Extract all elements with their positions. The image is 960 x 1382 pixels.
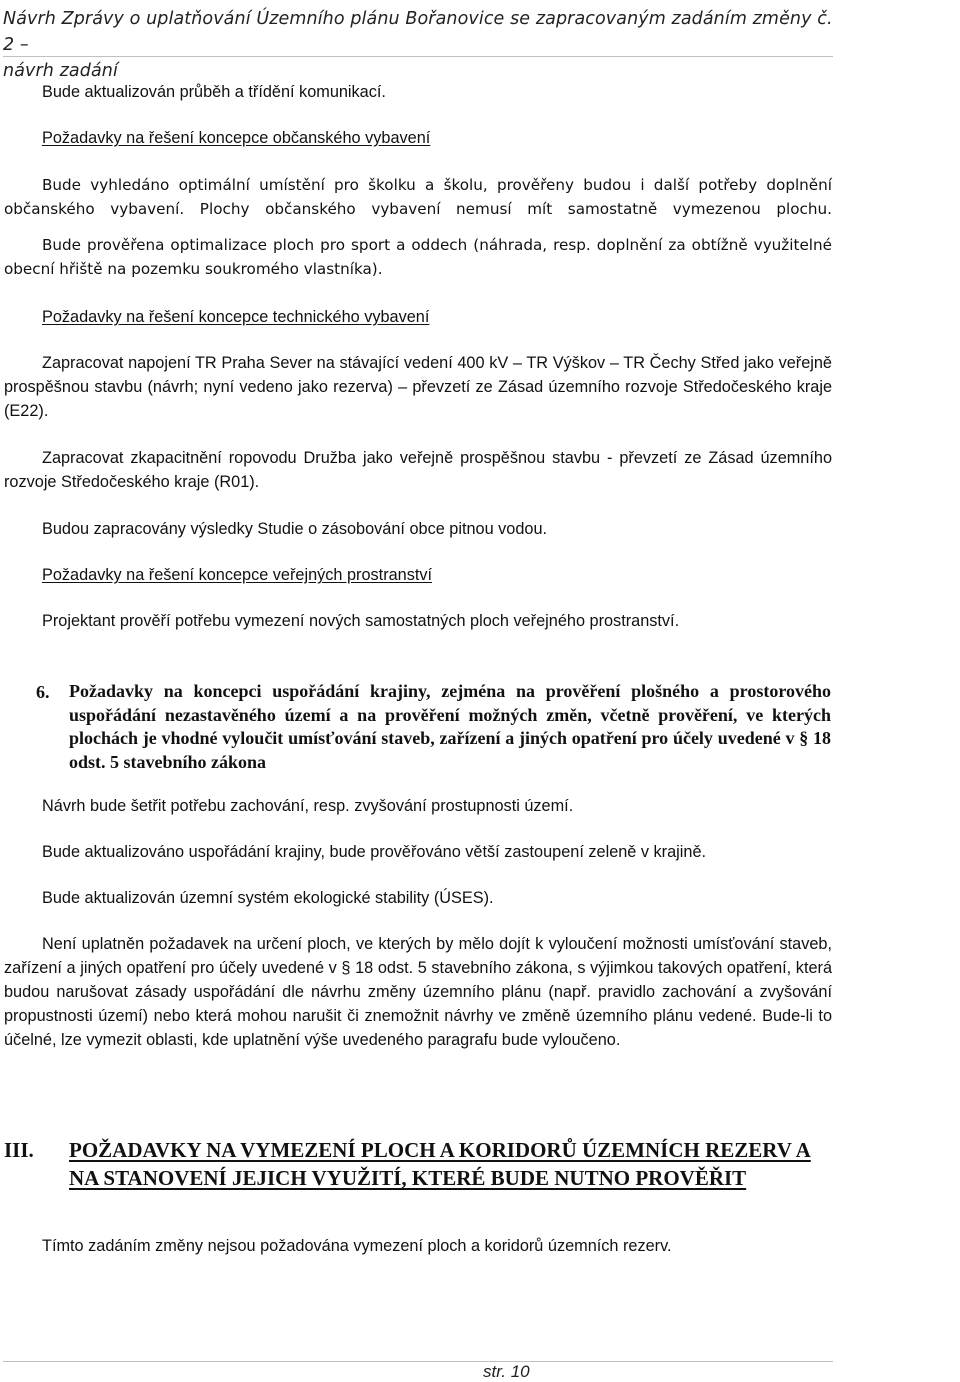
paragraph-skolka: Bude vyhledáno optimální umístění pro školku a školu, prověřeny budou i další potřeby doplnění občanského vybavení. Plochy občanského vybavení nemusí mít samostatně vymezenou plochu.	[4, 176, 832, 218]
paragraph-usporadani-krajiny: Bude aktualizováno uspořádání krajiny, bude prověřováno větší zastoupení zeleně v krajině.	[42, 843, 707, 861]
paragraph-uses: Bude aktualizován územní systém ekologické stability (ÚSES).	[42, 889, 494, 907]
paragraph-uzemni-rezervy: Tímto zadáním změny nejsou požadována vymezení ploch a koridorů územních rezerv.	[42, 1237, 672, 1255]
paragraph-komunikace: Bude aktualizován průběh a třídění komunikací.	[42, 83, 386, 101]
section-III-heading: POŽADAVKY NA VYMEZENÍ PLOCH A KORIDORŮ ÚZEMNÍCH REZERV A NA STANOVENÍ JEJICH VYUŽITÍ, KTERÉ BUDE NUTNO PROVĚŘIT	[69, 1138, 811, 1190]
section-III-number: III.	[4, 1138, 34, 1162]
section-6-heading: Požadavky na koncepci uspořádání krajiny, zejména na prověření plošného a prostorového uspořádání nezastavěného území a na prověření možných změn, včetně prověření, ve kterých plochách je vhodné vyloučit umísťování staveb, zařízení a jiných opatření pro účely uvedené v § 18 odst. 5 stavebního zákona	[69, 681, 831, 772]
paragraph-tr-praha-sever: Zapracovat napojení TR Praha Sever na stávající vedení 400 kV – TR Výškov – TR Čechy Střed jako veřejně prospěšnou stavbu (návrh; nyní vedeno jako rezerva) – převzetí ze Zásad územního rozvoje Středočeského kraje (E22).	[4, 354, 832, 420]
header-divider	[3, 56, 833, 57]
page-header	[3, 6, 833, 84]
heading-technicke-vybaveni: Požadavky na řešení koncepce technického vybavení	[42, 308, 430, 326]
paragraph-sport: Bude prověřena optimalizace ploch pro sport a oddech (náhrada, resp. doplnění za obtížně využitelné obecní hřiště na pozemku soukromého vlastníka).	[4, 236, 832, 278]
paragraph-verejne-prostranstvi: Projektant prověří potřebu vymezení nových samostatných ploch veřejného prostranství.	[42, 612, 680, 630]
header-line-1: Návrh Zprávy o uplatňování Územního plánu Bořanovice se zapracovaným zadáním změny č. 2 –	[3, 9, 833, 55]
footer-divider	[3, 1361, 833, 1362]
heading-obcanske-vybaveni: Požadavky na řešení koncepce občanského vybavení	[42, 129, 431, 147]
page-number: str. 10	[483, 1362, 530, 1381]
paragraph-ropovod-druzba: Zapracovat zkapacitnění ropovodu Družba jako veřejně prospěšnou stavbu - převzetí ze Zásad územního rozvoje Středočeského kraje (R01).	[4, 449, 832, 491]
header-line-2: návrh zadání	[3, 61, 118, 81]
paragraph-studie-voda: Budou zapracovány výsledky Studie o zásobování obce pitnou vodou.	[42, 520, 548, 538]
paragraph-vylouceni: Není uplatněn požadavek na určení ploch, ve kterých by mělo dojít k vyloučení možnosti umísťování staveb, zařízení a jiných opatření pro účely uvedené v § 18 odst. 5 stavebního zákona, s výjimkou takových opatření, která budou narušovat zásady uspořádání dle návrhu změny územního plánu (např. pravidlo zachování a zvyšování propustnosti území) nebo která mohou narušit či znemožnit návrhy ve změně územního plánu vedené. Bude-li to účelné, lze vymezit oblasti, kde uplatnění výše uvedeného paragrafu bude vyloučeno.	[4, 935, 832, 1049]
heading-verejna-prostranstvi: Požadavky na řešení koncepce veřejných prostranství	[42, 566, 433, 584]
paragraph-prostupnost: Návrh bude šetřit potřebu zachování, resp. zvyšování prostupnosti území.	[42, 797, 574, 815]
section-6-number: 6.	[36, 682, 50, 702]
